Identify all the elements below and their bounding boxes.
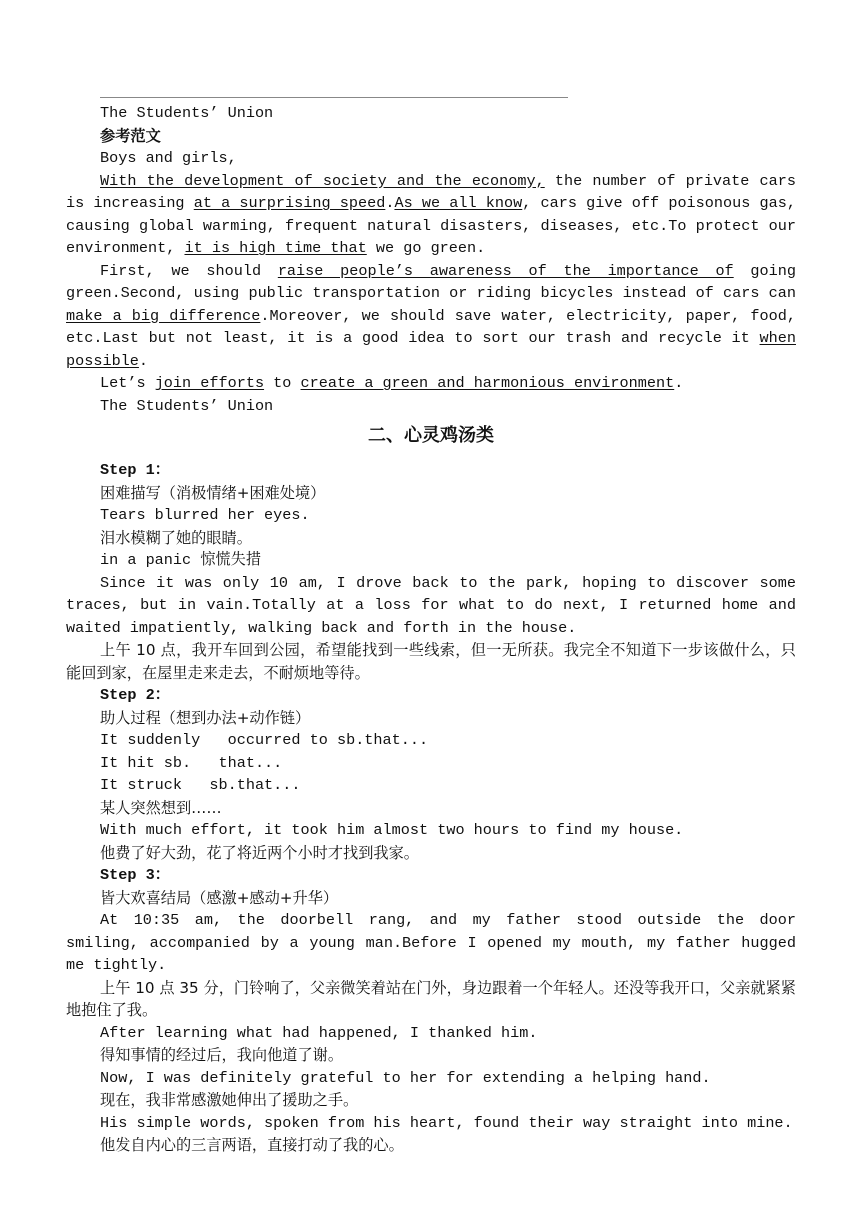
underlined-phrase: make a big difference — [66, 306, 261, 325]
sample-title: 参考范文 — [100, 126, 161, 145]
example-chinese: 得知事情的经过后，我向他道了谢。 — [100, 1046, 343, 1064]
example-english: His simple words, spoken from his heart, found their way straight into mine. — [100, 1113, 793, 1132]
step2-description: 助人过程（想到办法+动作链） — [100, 708, 311, 727]
greeting: Boys and girls, — [100, 149, 237, 167]
document-body — [66, 102, 796, 1157]
example-english: It hit sb. that... — [100, 753, 283, 772]
underlined-phrase: As we all know — [394, 194, 523, 212]
paragraph-text: First, we should — [100, 261, 278, 280]
signature-top: The Students’ Union — [100, 104, 274, 122]
underlined-phrase: join efforts — [154, 374, 265, 392]
underlined-phrase: when possible — [66, 329, 796, 370]
example-chinese: 上午 10 点 35 分，门铃响了，父亲微笑着站在门外，身边跟着一个年轻人。还没等我开口，父亲就紧紧地抱住了我。 — [66, 978, 796, 1019]
paragraph-text: the number of private cars is increasing — [66, 171, 796, 212]
underlined-phrase: it is high time that — [184, 239, 367, 257]
top-divider — [100, 97, 568, 98]
letter-paragraph-2 — [66, 260, 796, 373]
example-english: With much effort, it took him almost two hours to find my house. — [100, 821, 684, 839]
paragraph-text: .Moreover, we should save water, electricity, paper, food, etc.Last but not least, it is a good idea to sort our trash and recycle it — [66, 306, 796, 347]
paragraph-text: going green.Second, using public transportation or riding bicycles instead of cars can — [66, 261, 796, 302]
example-chinese: 现在，我非常感激她伸出了援助之手。 — [100, 1091, 359, 1109]
example-english: At 10:35 am, the doorbell rang, and my father stood outside the door smiling, accompanied by a young man.Before I opened my mouth, my father hugged me tightly. — [66, 911, 796, 974]
example-english: Now, I was definitely grateful to her for extending a helping hand. — [100, 1068, 711, 1087]
example-chinese: 某人突然想到…… — [100, 798, 222, 817]
paragraph-text: Let’s — [100, 374, 155, 392]
paragraph-text: . — [385, 194, 395, 212]
example-english: Tears blurred her eyes. — [100, 506, 310, 524]
step1-label: Step 1： — [100, 461, 170, 479]
paragraph-text: . — [138, 351, 149, 370]
paragraph-text: we go green. — [366, 239, 486, 257]
example-english: in a panic 惊慌失措 — [100, 551, 262, 569]
step2-label: Step 2： — [100, 686, 170, 704]
example-chinese: 泪水模糊了她的眼睛。 — [100, 528, 252, 547]
letter-paragraph-1 — [66, 170, 796, 260]
section-heading: 二、心灵鸡汤类 — [368, 425, 494, 446]
letter-paragraph-3 — [66, 372, 796, 395]
paragraph-text: , cars give off poisonous gas, causing global warming, frequent natural disasters, diseases, etc.To protect our environment, — [66, 194, 796, 257]
example-english: It suddenly occurred to sb.that... — [100, 731, 429, 749]
paragraph-text: . — [674, 374, 684, 392]
example-chinese: 他发自内心的三言两语，直接打动了我的心。 — [100, 1136, 404, 1154]
signature-bottom: The Students’ Union — [100, 396, 274, 415]
example-english: Since it was only 10 am, I drove back to the park, hoping to discover some traces, but in vain.Totally at a loss for what to do next, I returned home and waited impatiently, walking back and forth in the house. — [66, 573, 796, 637]
step3-label: Step 3： — [100, 866, 170, 884]
example-english: After learning what had happened, I thanked him. — [100, 1023, 538, 1042]
underlined-phrase: at a surprising speed — [193, 194, 386, 212]
example-chinese: 上午 10 点，我开车回到公园，希望能找到一些线索，但一无所获。我完全不知道下一步该做什么，只能回到家，在屋里走来走去，不耐烦地等待。 — [66, 641, 796, 682]
step3-description: 皆大欢喜结局（感激+感动+升华） — [100, 888, 339, 907]
underlined-phrase: raise people’s awareness of the importance of — [277, 261, 734, 280]
example-english: It struck sb.that... — [100, 776, 301, 794]
underlined-phrase: create a green and harmonious environment — [300, 374, 675, 392]
paragraph-text: to — [264, 374, 301, 392]
example-chinese: 他费了好大劲，花了将近两个小时才找到我家。 — [100, 843, 419, 862]
step1-description: 困难描写（消极情绪+困难处境） — [100, 483, 326, 502]
underlined-phrase: With the development of society and the economy, — [100, 171, 545, 190]
